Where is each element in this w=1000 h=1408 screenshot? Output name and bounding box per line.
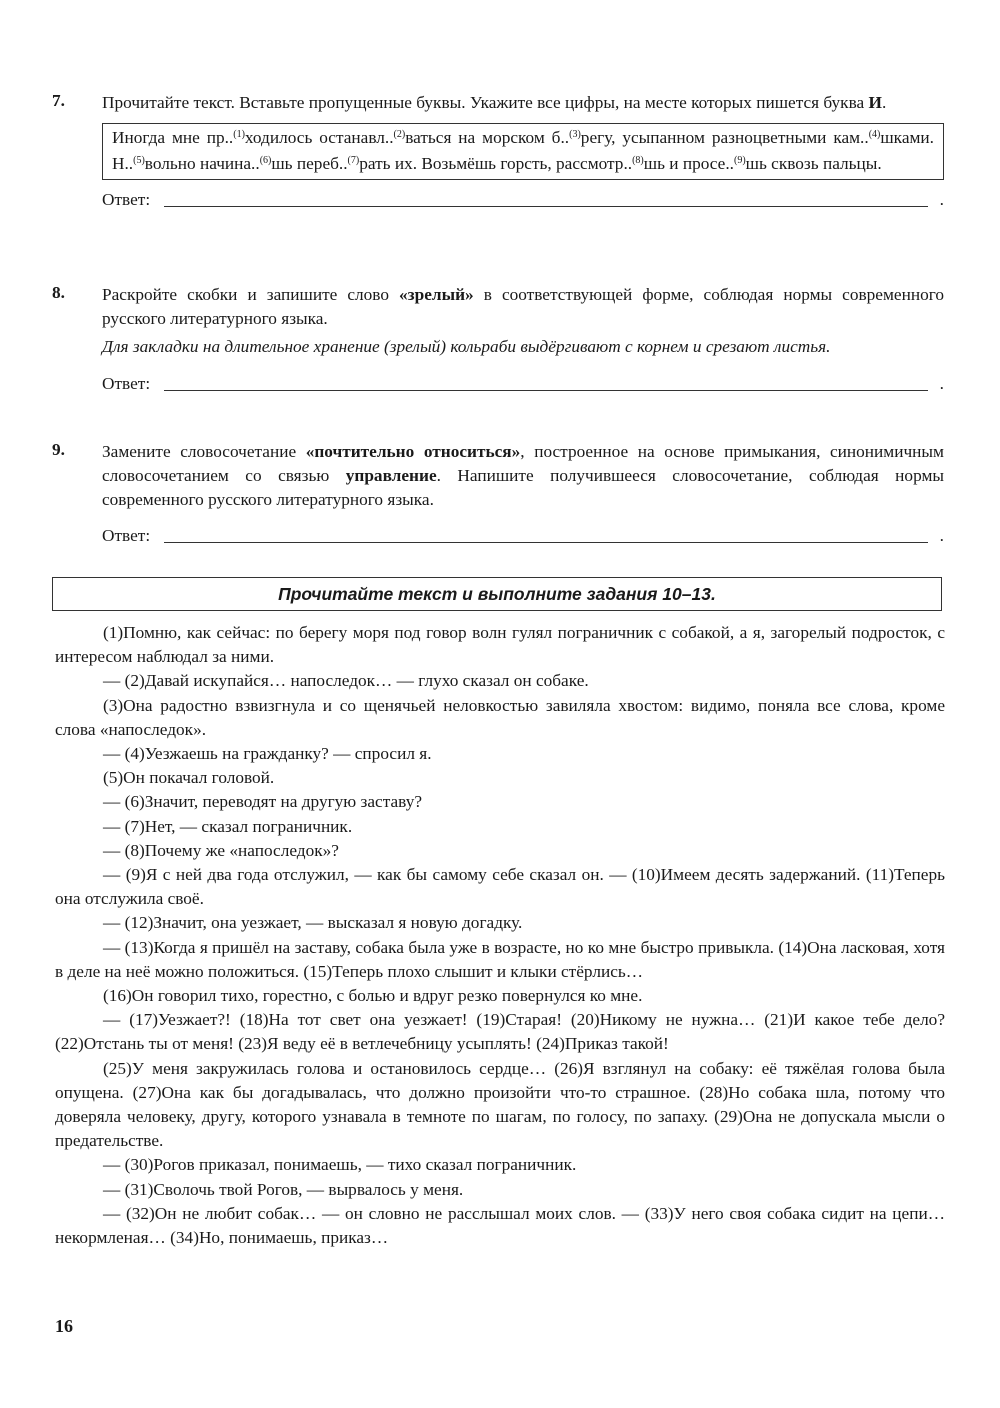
- box-text-segment: шь и просе..: [643, 154, 734, 173]
- box-text-segment: Иногда мне пр..: [112, 128, 234, 147]
- story-paragraph: (16)Он говорил тихо, горестно, с болью и вдруг резко повернулся ко мне.: [103, 986, 643, 1006]
- page-number: 16: [55, 1316, 73, 1336]
- answer-line[interactable]: Ответ: .: [102, 524, 944, 548]
- story-paragraph: — (2)Давай искупайся… напоследок… — глухо сказал он собаке.: [103, 671, 589, 691]
- answer-line[interactable]: Ответ: .: [102, 372, 944, 396]
- story-paragraph: — (12)Значит, она уезжает, — высказал я новую догадку.: [103, 913, 523, 933]
- gap-marker: (1): [233, 129, 245, 140]
- box-text-segment: ваться на морском б..: [405, 128, 570, 147]
- answer-input-line[interactable]: [164, 206, 928, 207]
- answer-label: Ответ:: [102, 526, 151, 545]
- story-paragraph: — (32)Он не любит собак… — он словно не расслышал моих слов. — (33)У него своя собака сидит на цепи… некормленая… (34)Но, понимаешь, приказ…: [55, 1203, 945, 1248]
- task-9: [52, 440, 944, 548]
- box-text-segment: шками. Н..: [112, 128, 934, 173]
- answer-line[interactable]: Ответ: .: [102, 188, 944, 212]
- box-text-segment: шь переб..: [271, 154, 348, 173]
- task-instruction: Прочитайте текст. Вставьте пропущенные буквы. Укажите все цифры, на месте которых пишется буква И.: [102, 93, 887, 112]
- story-paragraph: — (7)Нет, — сказал пограничник.: [103, 816, 353, 836]
- section-header: Прочитайте текст и выполните задания 10–13.: [52, 577, 942, 611]
- story-paragraph: — (9)Я с ней два года отслужил, — как бы самому себе сказал он. — (10)Имеем десять задержаний. (11)Теперь она отслужила своё.: [55, 865, 945, 909]
- story-paragraph: — (13)Когда я пришёл на заставу, собака была уже в возрасте, но ко мне быстро привыкла. (14)Она ласковая, хотя в деле на неё можно положиться. (15)Теперь плохо слышит и клыки стёрлись…: [55, 937, 945, 981]
- answer-label: Ответ:: [102, 190, 151, 209]
- task-text-box: [102, 123, 944, 180]
- task-7: [52, 91, 944, 212]
- gap-marker: (4): [868, 129, 881, 140]
- answer-input-line[interactable]: [164, 542, 928, 543]
- story-paragraph: (3)Она радостно взвизгнула и со щенячьей неловкостью завиляла хвостом: видимо, поняла все слова, кроме слова «напоследок».: [55, 695, 945, 739]
- story-paragraph: — (30)Рогов приказал, понимаешь, — тихо сказал пограничник.: [103, 1155, 577, 1175]
- box-text-segment: вольно начина..: [144, 154, 260, 173]
- gap-marker: (8): [632, 155, 644, 166]
- task-8: [52, 283, 944, 396]
- gap-marker: (5): [133, 155, 145, 166]
- story-paragraph: — (4)Уезжаешь на гражданку? — спросил я.: [103, 744, 432, 764]
- story-paragraph: — (6)Значит, переводят на другую заставу?: [103, 792, 423, 812]
- gap-marker: (6): [259, 155, 272, 166]
- task-example: Для закладки на длительное хранение (зрелый) кольраби выдёргивают с корнем и срезают листья.: [102, 337, 831, 356]
- task-number: 9.: [52, 440, 65, 459]
- box-text-segment: ходилось останавл..: [244, 128, 394, 147]
- story-paragraph: — (8)Почему же «напоследок»?: [103, 840, 339, 860]
- task-instruction: Раскройте скобки и запишите слово «зрелый» в соответствующей форме, соблюдая нормы современного русского литературного языка.: [102, 285, 945, 328]
- answer-label: Ответ:: [102, 374, 151, 393]
- story-paragraph: (25)У меня закружилась голова и остановилось сердце… (26)Я взглянул на собаку: её тяжёлая голова была опущена. (27)Она как бы догадывалась, что должно произойти что-то страшное. (28)Но собака шла, потому что доверяла человеку, другу, которого узнавала в темноте по шагам, по голосу, по запаху. (29)Она не допускала мысли о предательстве.: [55, 1058, 945, 1151]
- story-paragraph: — (17)Уезжает?! (18)На тот свет она уезжает! (19)Старая! (20)Никому не нужна… (21)И какое тебе дело? (22)Отстань ты от меня! (23)Я веду её в ветлечебницу усыплять! (24)Приказ такой!: [55, 1010, 945, 1054]
- gap-marker: (7): [347, 155, 360, 166]
- gap-marker: (3): [569, 129, 581, 140]
- story-paragraph: (5)Он покачал головой.: [103, 768, 275, 788]
- story-paragraph: — (31)Сволочь твой Рогов, — вырвалось у меня.: [103, 1179, 464, 1199]
- task-number: 8.: [52, 283, 65, 302]
- story-paragraph: (1)Помню, как сейчас: по берегу моря под говор волн гулял пограничник с собакой, а я, загорелый подросток, с интересом наблюдал за ними.: [55, 623, 945, 667]
- gap-marker: (2): [393, 129, 406, 140]
- box-text-segment: регу, усыпанном разноцветными кам..: [580, 128, 869, 147]
- box-text-segment: шь сквозь пальцы.: [745, 154, 882, 173]
- answer-input-line[interactable]: [164, 390, 928, 391]
- story-text: [55, 621, 945, 1250]
- gap-marker: (9): [734, 155, 746, 166]
- task-instruction: Замените словосочетание «почтительно относиться», построенное на основе примыкания, синонимичным словосочетанием со связью управление. Напишите получившееся словосочетание, соблюдая нормы современного русского литературного языка.: [102, 442, 944, 509]
- box-text-segment: рать их. Возьмёшь горсть, рассмотр..: [359, 154, 633, 173]
- task-number: 7.: [52, 91, 65, 110]
